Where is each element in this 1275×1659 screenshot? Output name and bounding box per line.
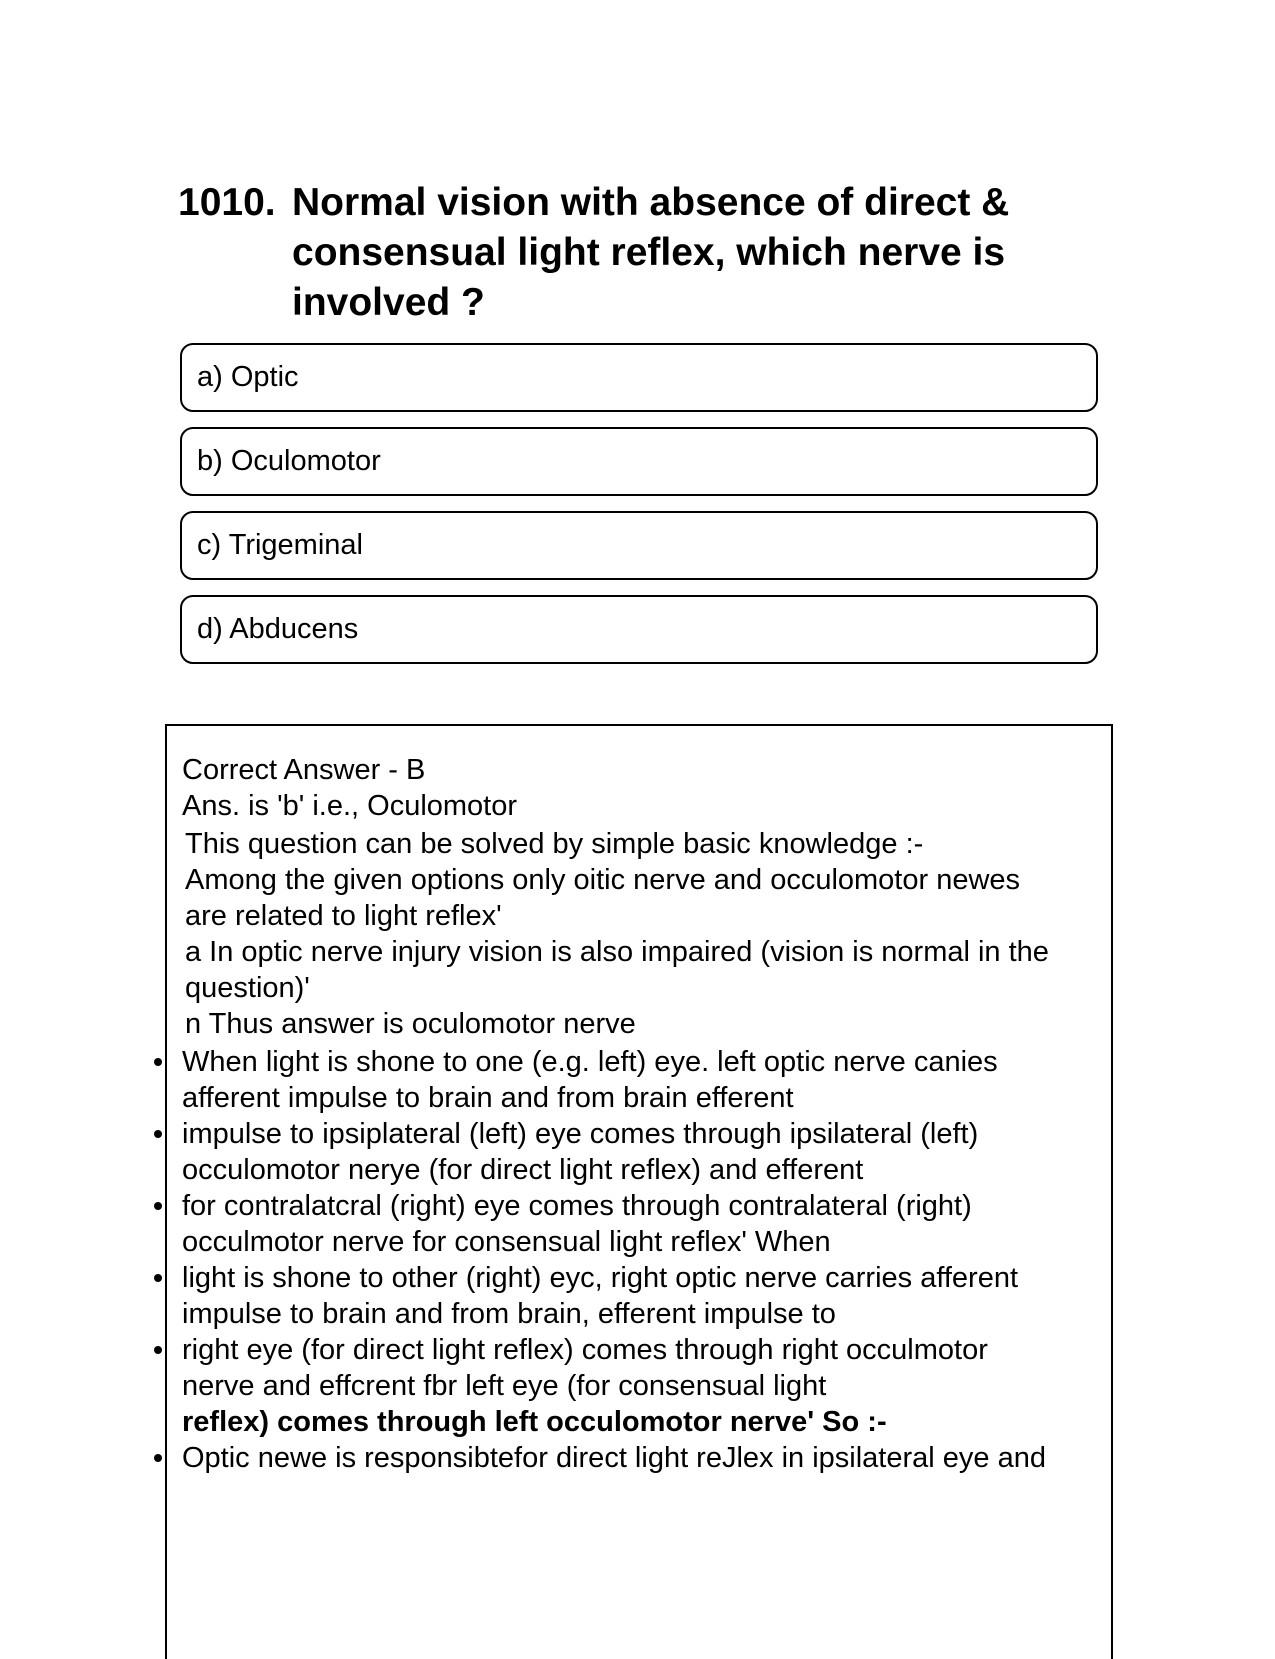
bullet-item: light is shone to other (right) eyc, right optic nerve carries afferent xyxy=(182,1260,1102,1296)
explanation xyxy=(182,826,1102,1042)
bullet-item: for contralatcral (right) eye comes through contralateral (right) xyxy=(182,1188,1102,1224)
answer-content xyxy=(182,752,1102,1476)
option-a[interactable]: a) Optic xyxy=(180,343,1098,412)
explanation-line: a In optic nerve injury vision is also impaired (vision is normal in the xyxy=(185,936,1049,968)
explanation-line: question)' xyxy=(185,972,310,1004)
explanation-line: This question can be solved by simple basic knowledge :- xyxy=(185,828,924,860)
answer-statement: Ans. is 'b' i.e., Oculomotor xyxy=(182,790,518,822)
bullet-item-continuation: impulse to brain and from brain, efferent impulse to xyxy=(182,1298,836,1330)
bullet-item: When light is shone to one (e.g. left) eye. left optic nerve canies xyxy=(182,1044,1102,1080)
option-d[interactable]: d) Abducens xyxy=(180,595,1098,664)
bullet-item-continuation-bold: reflex) comes through left occulomotor nerve' So :- xyxy=(182,1406,887,1438)
bullet-item-continuation: occulomotor nerye (for direct light reflex) and efferent xyxy=(182,1154,864,1186)
bullet-list xyxy=(182,1044,1102,1476)
bullet-item: right eye (for direct light reflex) comes through right occulmotor xyxy=(182,1332,1102,1368)
bullet-item-continuation: occulmotor nerve for consensual light reflex' When xyxy=(182,1226,831,1258)
option-c[interactable]: c) Trigeminal xyxy=(180,511,1098,580)
question-number: 1010. xyxy=(178,181,276,224)
explanation-line: Among the given options only oitic nerve and occulomotor newes xyxy=(185,864,1021,896)
question xyxy=(178,178,1078,328)
correct-answer: Correct Answer - B xyxy=(182,754,426,786)
bullet-item: Optic newe is responsibtefor direct light reJlex in ipsilateral eye and xyxy=(182,1440,1102,1476)
question-text: Normal vision with absence of direct & consensual light reflex, which nerve is involved ? xyxy=(292,181,1010,324)
explanation-line: n Thus answer is oculomotor nerve xyxy=(185,1008,636,1040)
bullet-item: impulse to ipsiplateral (left) eye comes through ipsilateral (left) xyxy=(182,1116,1102,1152)
bullet-item-continuation: nerve and effcrent fbr left eye (for consensual light xyxy=(182,1370,827,1402)
option-b[interactable]: b) Oculomotor xyxy=(180,427,1098,496)
options-list xyxy=(180,343,1098,679)
bullet-item-continuation: afferent impulse to brain and from brain efferent xyxy=(182,1082,794,1114)
explanation-line: are related to light reflex' xyxy=(185,900,502,932)
